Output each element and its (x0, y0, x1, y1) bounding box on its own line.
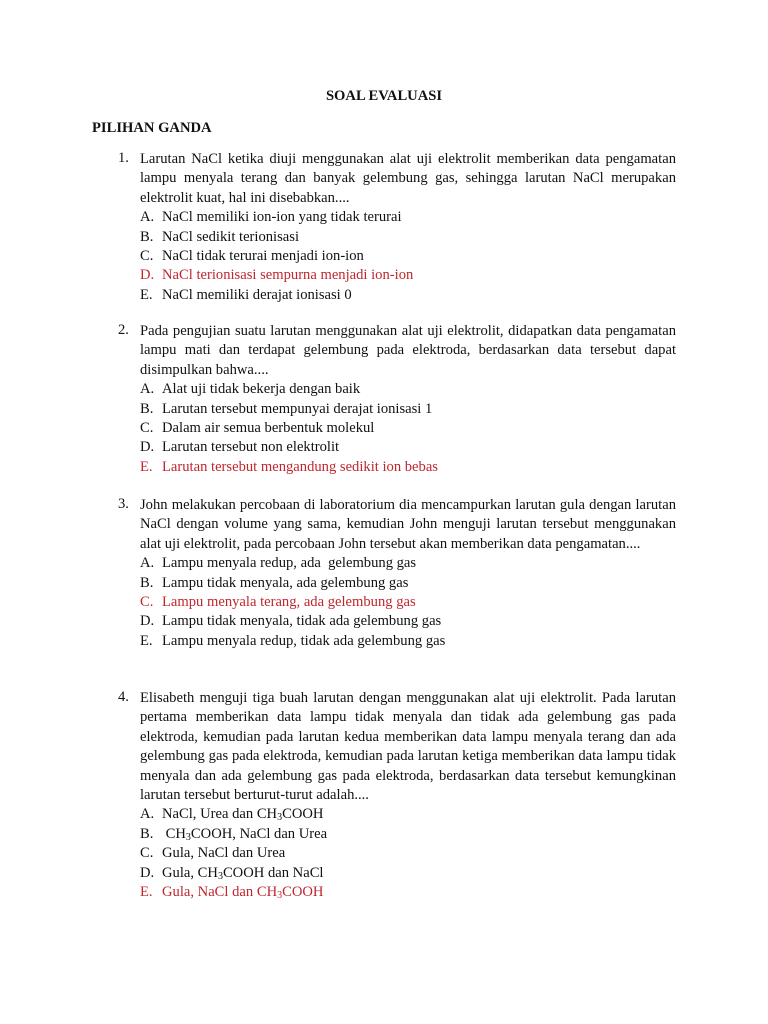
option-b: B. NaCl sedikit terionisasi (140, 228, 300, 245)
question-4 (118, 689, 676, 902)
option-b: B. Larutan tersebut mempunyai derajat ionisasi 1 (140, 400, 433, 417)
question-1 (118, 150, 676, 305)
option-e-answer: E. Gula, NaCl dan $CH_3COOH$ (140, 884, 324, 902)
option-a: A. Lampu menyala redup, ada gelembung gas (140, 555, 417, 572)
option-d-answer: D. NaCl terionisasi sempurna menjadi ion-ion (140, 267, 414, 284)
question-number: 3. (118, 496, 129, 512)
option-c: C. Gula, NaCl dan Urea (140, 845, 286, 862)
option-c: C. NaCl tidak terurai menjadi ion-ion (140, 248, 364, 265)
option-e: E. NaCl memiliki derajat ionisasi 0 (140, 286, 352, 303)
question-stem: Pada pengujian suatu larutan menggunakan alat uji elektrolit, didapatkan data pengamatan lampu mati dan terdapat gelembung pada elektroda, berdasarkan data tersebut dapat disimpulkan bahwa.... (140, 323, 676, 378)
question-number: 2. (118, 322, 129, 338)
page-title: SOAL EVALUASI (325, 88, 443, 104)
option-e-answer: E. Larutan tersebut mengandung sedikit ion bebas (140, 458, 438, 475)
question-number: 4. (118, 689, 129, 705)
option-d: D. Gula, $CH_3COOH$ dan NaCl (140, 864, 324, 882)
option-a: A. NaCl, Urea dan $CH_3COOH$ (140, 806, 324, 824)
option-c-answer: C. Lampu menyala terang, ada gelembung gas (140, 594, 416, 611)
section-heading: PILIHAN GANDA (92, 120, 212, 136)
option-d: D. Larutan tersebut non elektrolit (140, 439, 340, 456)
question-number: 1. (118, 150, 129, 166)
option-d: D. Lampu tidak menyala, tidak ada gelembung gas (140, 613, 442, 630)
option-c: C. Dalam air semua berbentuk molekul (140, 420, 375, 437)
question-stem: Larutan NaCl ketika diuji menggunakan alat uji elektrolit memberikan data pengamatan lampu menyala terang dan banyak gelembung gas, sehingga larutan NaCl merupakan elektrolit kuat, hal ini disebabkan.... (140, 151, 676, 206)
question-stem: Elisabeth menguji tiga buah larutan dengan menggunakan alat uji elektrolit. Pada larutan pertama memberikan data lampu tidak menyala dan tidak ada gelembung gas pada elektroda, kemudian pada larutan kedua memberikan data lampu menyala terang dan ada gelembung gas pada elektroda, kemudian pada larutan ketiga memberikan data lampu tidak menyala dan ada gelembung gas pada elektroda, berdasarkan data tersebut kemungkinan larutan tersebut berturut-turut adalah.... (140, 690, 676, 804)
option-a: A. NaCl memiliki ion-ion yang tidak terurai (140, 209, 402, 226)
option-b: B. Lampu tidak menyala, ada gelembung gas (140, 574, 409, 591)
question-2 (118, 322, 676, 477)
question-3 (118, 496, 676, 651)
option-b: B. $CH_3COOH$, NaCl dan Urea (140, 825, 328, 843)
question-stem: John melakukan percobaan di laboratorium dia mencampurkan larutan gula dengan larutan NaCl dengan volume yang sama, kemudian John menguji larutan tersebut menggunakan alat uji elektrolit, pada percobaan John tersebut akan memberikan data pengamatan.... (140, 497, 676, 552)
option-a: A. Alat uji tidak bekerja dengan baik (140, 381, 361, 398)
option-e: E. Lampu menyala redup, tidak ada gelembung gas (140, 632, 446, 649)
